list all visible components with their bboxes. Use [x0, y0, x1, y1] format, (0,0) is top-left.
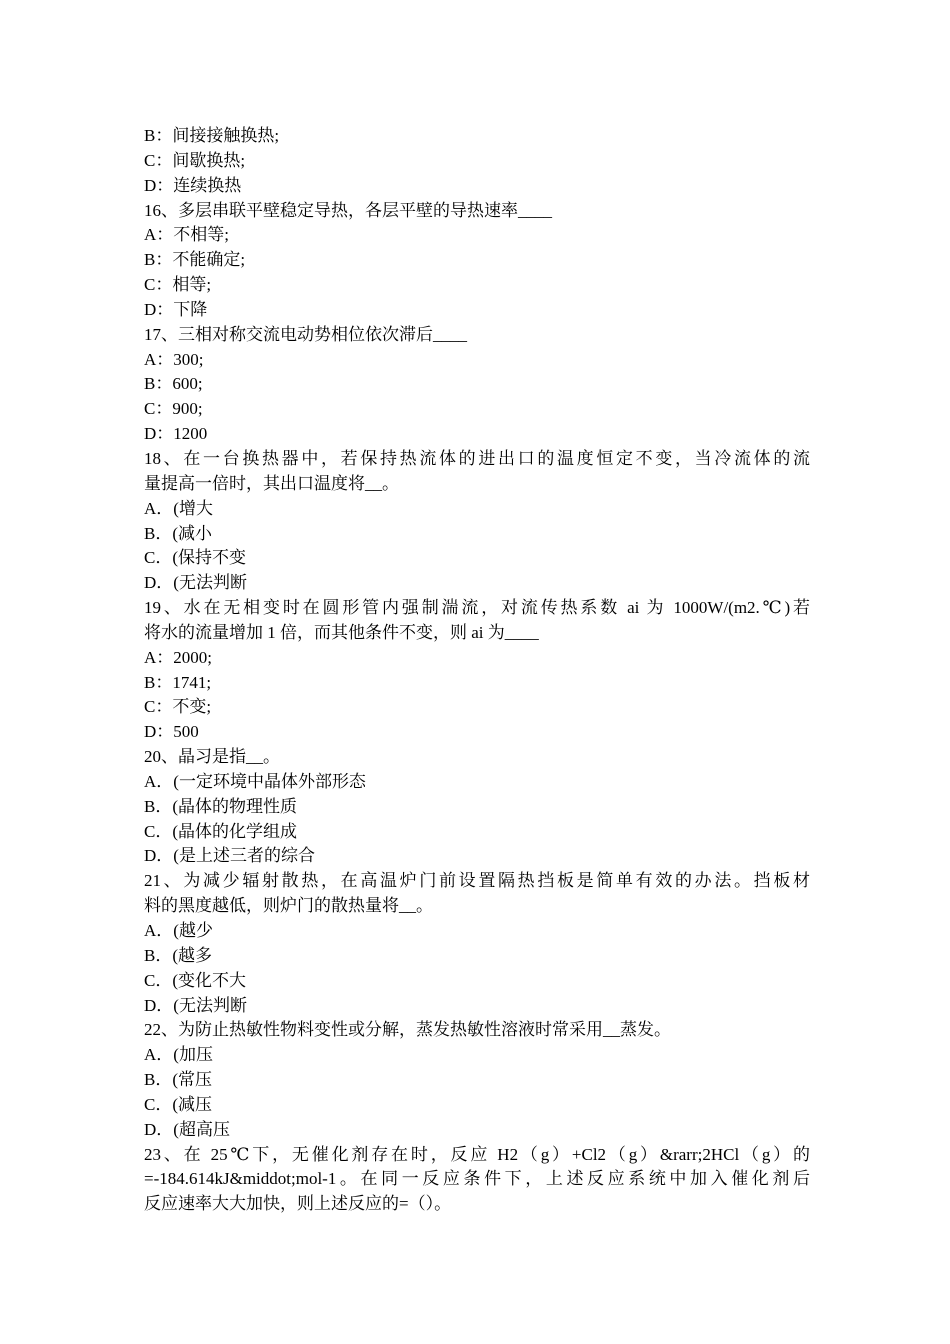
text-line: B：间接接触换热; [144, 126, 280, 145]
text-line: B：不能确定; [144, 250, 246, 270]
text-line: C：相等; [144, 275, 212, 295]
text-line: D：1200 [144, 424, 208, 444]
text-line: C．(保持不变 [144, 548, 246, 568]
text-line: 反应速率大大加快，则上述反应的=（）。 [144, 1194, 452, 1214]
question-22: 22、为防止热敏性物料变性或分解，蒸发热敏性溶液时常采用__蒸发。 [144, 1020, 671, 1040]
text-line: A：300; [144, 349, 204, 369]
text-line: C：900; [144, 399, 203, 419]
text-line: D．(是上述三者的综合 [144, 846, 315, 866]
question-18: 18、在一台换热器中，若保持热流体的进出口的温度恒定不变，当冷流体的流 [144, 448, 810, 468]
text-line: A：不相等; [144, 225, 229, 245]
text-line: =-184.614kJ&middot;mol-1。在同一反应条件下，上述反应系统中加入催化剂后 [144, 1169, 810, 1189]
text-line: B：600; [144, 374, 203, 394]
document-page [144, 124, 810, 1217]
text-line: C．(变化不大 [144, 970, 246, 990]
text-line: A．(越少 [144, 921, 213, 940]
text-line: D：下降 [144, 299, 208, 319]
question-21: 21、为减少辐射散热，在高温炉门前设置隔热挡板是简单有效的办法。挡板材 [144, 871, 810, 891]
text-line: C．(减压 [144, 1094, 212, 1114]
text-line: A．(增大 [144, 498, 213, 518]
text-line: B．(常压 [144, 1070, 212, 1090]
text-line: B：1741; [144, 672, 212, 692]
text-line: D：500 [144, 722, 199, 742]
text-line: A．(加压 [144, 1045, 213, 1065]
question-19: 19、水在无相变时在圆形管内强制湍流，对流传热系数 ai 为 1000W/(m2.℃)若 [144, 598, 810, 618]
question-17: 17、三相对称交流电动势相位依次滞后____ [144, 324, 467, 344]
text-line: C．(晶体的化学组成 [144, 821, 297, 841]
question-23: 23、在 25℃下，无催化剂存在时，反应 H2（g）+Cl2（g）&rarr;2HCl（g）的 [144, 1144, 810, 1164]
text-line: C：间歇换热; [144, 150, 246, 170]
text-line: D．(超高压 [144, 1119, 230, 1139]
question-16: 16、多层串联平壁稳定导热，各层平壁的导热速率____ [144, 200, 552, 220]
text-line: A．(一定环境中晶体外部形态 [144, 771, 366, 791]
text-line: B．(越多 [144, 945, 212, 965]
text-line: D：连续换热 [144, 175, 242, 195]
question-20: 20、晶习是指__。 [144, 747, 280, 767]
text-line: B．(晶体的物理性质 [144, 796, 297, 816]
text-line: 将水的流量增加 1 倍，而其他条件不变，则 ai 为____ [144, 622, 539, 642]
text-line: D．(无法判断 [144, 573, 247, 593]
text-line: D．(无法判断 [144, 995, 247, 1015]
text-line: 量提高一倍时，其出口温度将__。 [144, 473, 399, 493]
text-line: C：不变; [144, 697, 212, 717]
text-line: A：2000; [144, 647, 212, 667]
text-line: 料的黑度越低，则炉门的散热量将__。 [144, 896, 433, 916]
text-line: B．(减小 [144, 523, 212, 543]
